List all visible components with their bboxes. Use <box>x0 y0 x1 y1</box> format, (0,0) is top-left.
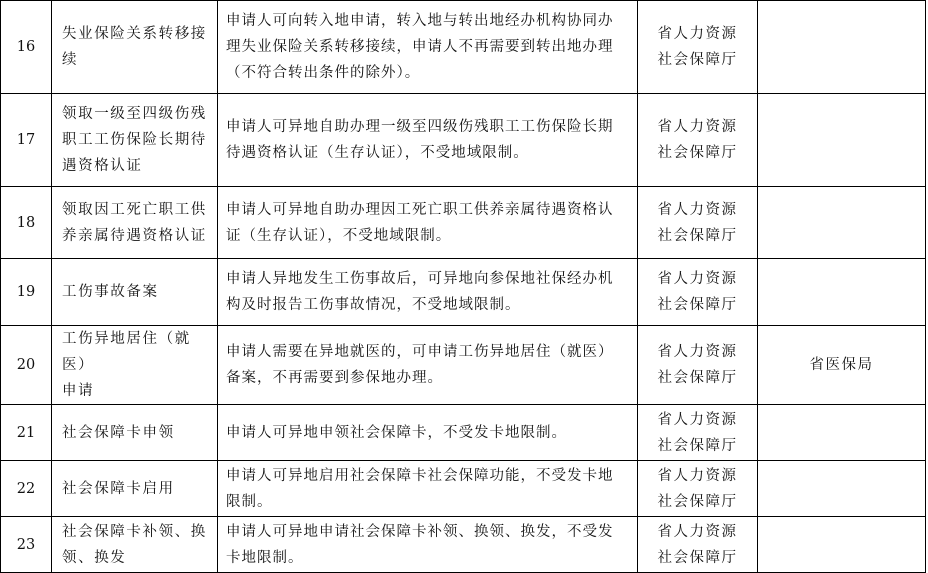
cooperating-department <box>758 187 926 259</box>
item-description: 申请人可向转入地申请，转入地与转出地经办机构协同办 理失业保险关系转移接续，申请人不再需要到转出地办理 （不符合转出条件的除外）。 <box>218 1 638 94</box>
row-number: 16 <box>1 1 52 94</box>
item-description: 申请人可异地启用社会保障卡社会保障功能，不受发卡地 限制。 <box>218 461 638 517</box>
lead-department: 省人力资源 社会保障厅 <box>638 461 758 517</box>
table-row <box>1 326 926 405</box>
row-number: 23 <box>1 517 52 573</box>
item-description: 申请人可异地申领社会保障卡，不受发卡地限制。 <box>218 405 638 461</box>
row-number: 18 <box>1 187 52 259</box>
lead-department: 省人力资源 社会保障厅 <box>638 187 758 259</box>
item-name: 领取因工死亡职工供 养亲属待遇资格认证 <box>52 187 218 259</box>
item-description: 申请人异地发生工伤事故后，可异地向参保地社保经办机 构及时报告工伤事故情况，不受地域限制。 <box>218 259 638 326</box>
item-name: 社会保障卡申领 <box>52 405 218 461</box>
table-row <box>1 1 926 94</box>
lead-department: 省人力资源 社会保障厅 <box>638 405 758 461</box>
item-name: 社会保障卡补领、换 领、换发 <box>52 517 218 573</box>
cooperating-department <box>758 259 926 326</box>
lead-department: 省人力资源 社会保障厅 <box>638 1 758 94</box>
cooperating-department <box>758 405 926 461</box>
row-number: 22 <box>1 461 52 517</box>
cooperating-department <box>758 517 926 573</box>
lead-department: 省人力资源 社会保障厅 <box>638 94 758 187</box>
item-description: 申请人可异地自助办理因工死亡职工供养亲属待遇资格认 证（生存认证），不受地域限制。 <box>218 187 638 259</box>
item-description: 申请人可异地自助办理一级至四级伤残职工工伤保险长期 待遇资格认证（生存认证），不受地域限制。 <box>218 94 638 187</box>
table-row <box>1 405 926 461</box>
table-row <box>1 94 926 187</box>
table-row <box>1 259 926 326</box>
cooperating-department <box>758 1 926 94</box>
item-name: 工伤事故备案 <box>52 259 218 326</box>
table-row <box>1 517 926 573</box>
row-number: 20 <box>1 326 52 405</box>
lead-department: 省人力资源 社会保障厅 <box>638 326 758 405</box>
row-number: 19 <box>1 259 52 326</box>
lead-department: 省人力资源 社会保障厅 <box>638 517 758 573</box>
cooperating-department: 省医保局 <box>758 326 926 405</box>
item-description: 申请人需要在异地就医的，可申请工伤异地居住（就医） 备案，不再需要到参保地办理。 <box>218 326 638 405</box>
row-number: 17 <box>1 94 52 187</box>
cooperating-department <box>758 461 926 517</box>
row-number: 21 <box>1 405 52 461</box>
table-row <box>1 187 926 259</box>
item-name: 失业保险关系转移接 续 <box>52 1 218 94</box>
item-name: 社会保障卡启用 <box>52 461 218 517</box>
item-name: 工伤异地居住（就医） 申请 <box>52 326 218 405</box>
item-description: 申请人可异地申请社会保障卡补领、换领、换发，不受发 卡地限制。 <box>218 517 638 573</box>
cooperating-department <box>758 94 926 187</box>
item-name: 领取一级至四级伤残 职工工伤保险长期待 遇资格认证 <box>52 94 218 187</box>
lead-department: 省人力资源 社会保障厅 <box>638 259 758 326</box>
table-row <box>1 461 926 517</box>
